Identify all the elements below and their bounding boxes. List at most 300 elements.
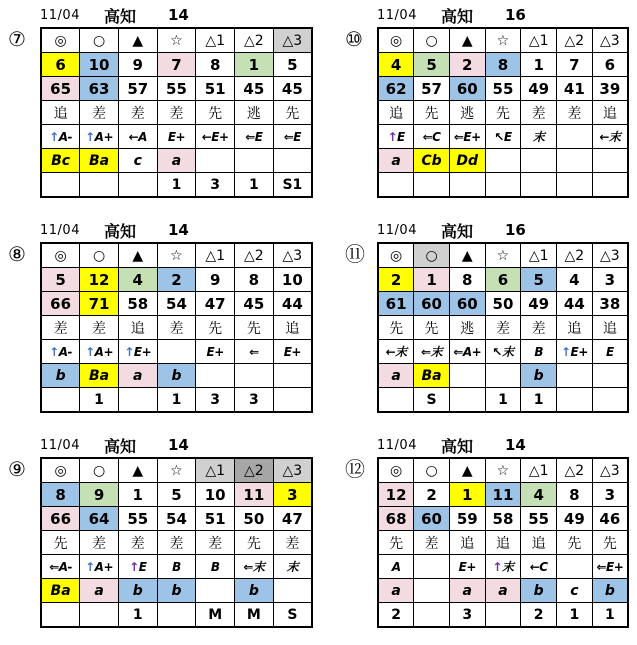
prediction-table (377, 457, 629, 628)
mark-cell: △1 (196, 243, 235, 268)
horse-number-cell: 5 (41, 268, 80, 292)
points-cell: 60 (414, 507, 450, 531)
table-number-badge: ⑨ (8, 457, 26, 481)
horse-number-cell: 8 (449, 268, 485, 292)
horse-number-cell: 3 (273, 483, 312, 507)
class-letter-cell: b (521, 579, 557, 603)
points-cell: 63 (80, 77, 119, 101)
count-cell (414, 603, 450, 628)
arrow-purple-icon: ↑ (129, 559, 139, 574)
run-style-cell: 先 (196, 316, 235, 340)
count-cell: 3 (196, 173, 235, 198)
horse-number-cell: 6 (485, 268, 521, 292)
race-header-race: 16 (504, 221, 526, 239)
horse-number-cell: 4 (118, 268, 157, 292)
points-cell: 44 (557, 292, 593, 316)
count-cell (378, 388, 414, 413)
table-row (378, 364, 628, 388)
count-cell (521, 173, 557, 198)
race-header-date: 11/04 (40, 7, 80, 23)
move-note-cell: ↖末 (485, 340, 521, 364)
run-style-cell: 差 (414, 531, 450, 555)
count-cell: 3 (196, 388, 235, 413)
run-style-cell: 逃 (449, 316, 485, 340)
race-table-block (8, 3, 313, 198)
move-note-cell: B (196, 555, 235, 579)
run-style-cell: 追 (449, 531, 485, 555)
horse-number-cell: 9 (80, 483, 119, 507)
points-cell: 55 (157, 77, 196, 101)
mark-cell: ○ (414, 243, 450, 268)
count-cell (557, 173, 593, 198)
table-row (378, 531, 628, 555)
table-row (378, 28, 628, 53)
table-row (41, 28, 312, 53)
count-cell (485, 603, 521, 628)
run-style-cell: 差 (41, 316, 80, 340)
count-cell: S (414, 388, 450, 413)
move-note-cell: E+ (196, 340, 235, 364)
table-row (378, 555, 628, 579)
run-style-cell: 追 (118, 316, 157, 340)
points-cell: 45 (235, 77, 274, 101)
points-cell: 66 (41, 292, 80, 316)
table-body-row (8, 457, 313, 628)
horse-number-cell: 1 (414, 268, 450, 292)
race-table-block (345, 3, 629, 198)
run-style-cell: 先 (414, 316, 450, 340)
count-cell (273, 388, 312, 413)
class-letter-cell (485, 149, 521, 173)
class-letter-cell: b (118, 579, 157, 603)
run-style-cell: 追 (557, 316, 593, 340)
count-cell: 1 (157, 173, 196, 198)
table-number-badge: ⑫ (345, 457, 365, 481)
points-cell: 54 (157, 507, 196, 531)
points-cell: 60 (449, 77, 485, 101)
table-row (41, 77, 312, 101)
run-style-cell: 差 (118, 531, 157, 555)
mark-cell: △2 (557, 458, 593, 483)
class-letter-cell: b (521, 364, 557, 388)
run-style-cell: 差 (118, 101, 157, 125)
count-cell (449, 388, 485, 413)
points-cell: 45 (273, 77, 312, 101)
horse-number-cell: 7 (557, 53, 593, 77)
run-style-cell: 先 (196, 101, 235, 125)
move-note-cell: ⇐E+ (592, 555, 628, 579)
move-note-cell: ⇐末 (414, 340, 450, 364)
move-note-cell (80, 125, 119, 149)
move-note-cell: 末 (521, 125, 557, 149)
run-style-cell: 先 (378, 316, 414, 340)
cell-text: E (397, 129, 405, 144)
race-header-venue: 高知 (103, 436, 136, 456)
count-cell (592, 173, 628, 198)
points-cell: 60 (414, 292, 450, 316)
mark-cell: ◎ (41, 458, 80, 483)
move-note-cell: ←末 (592, 125, 628, 149)
horse-number-cell: 1 (118, 483, 157, 507)
points-cell: 57 (118, 77, 157, 101)
race-header-race: 14 (504, 436, 526, 454)
count-cell (378, 173, 414, 198)
move-note-cell (414, 555, 450, 579)
count-cell (592, 388, 628, 413)
count-cell: 1 (592, 603, 628, 628)
class-letter-cell (414, 579, 450, 603)
move-note-cell: E+ (273, 340, 312, 364)
horse-number-cell: 5 (157, 483, 196, 507)
mark-cell: △1 (196, 28, 235, 53)
horse-number-cell: 6 (41, 53, 80, 77)
class-letter-cell (557, 149, 593, 173)
move-note-cell (157, 340, 196, 364)
horse-number-cell: 4 (521, 483, 557, 507)
table-row (378, 292, 628, 316)
class-letter-cell: Ba (80, 364, 119, 388)
move-note-cell (485, 555, 521, 579)
run-style-cell: 差 (521, 316, 557, 340)
table-row (378, 149, 628, 173)
table-number-badge: ⑩ (345, 27, 363, 51)
mark-cell: ▲ (449, 458, 485, 483)
count-cell: 3 (449, 603, 485, 628)
arrow-purple-icon: ↑ (387, 129, 398, 144)
class-letter-cell (592, 149, 628, 173)
move-note-cell (557, 555, 593, 579)
run-style-cell: 追 (273, 316, 312, 340)
class-letter-cell (235, 364, 274, 388)
horse-number-cell: 11 (485, 483, 521, 507)
count-cell: S1 (273, 173, 312, 198)
run-style-cell: 差 (80, 316, 119, 340)
count-cell (80, 603, 119, 628)
horse-number-cell: 3 (592, 268, 628, 292)
count-cell: 1 (485, 388, 521, 413)
mark-cell: ○ (80, 28, 119, 53)
table-row (41, 555, 312, 579)
class-letter-cell (273, 579, 312, 603)
points-cell: 46 (592, 507, 628, 531)
run-style-cell: 差 (157, 531, 196, 555)
class-letter-cell: a (80, 579, 119, 603)
count-cell: 1 (118, 603, 157, 628)
race-header (40, 3, 313, 27)
count-cell: 1 (157, 388, 196, 413)
table-row (41, 53, 312, 77)
move-note-cell: E (592, 340, 628, 364)
mark-cell: △1 (521, 243, 557, 268)
run-style-cell: 逃 (449, 101, 485, 125)
class-letter-cell: Ba (41, 579, 80, 603)
mark-cell: ☆ (157, 28, 196, 53)
class-letter-cell: a (449, 579, 485, 603)
horse-number-cell: 8 (41, 483, 80, 507)
mark-cell: ☆ (485, 28, 521, 53)
points-cell: 54 (157, 292, 196, 316)
move-note-cell: ⇐末 (235, 555, 274, 579)
run-style-cell: 先 (41, 531, 80, 555)
run-style-cell: 差 (521, 101, 557, 125)
mark-cell: ○ (80, 458, 119, 483)
race-header (377, 3, 629, 27)
horse-number-cell: 7 (157, 53, 196, 77)
count-cell (414, 173, 450, 198)
run-style-cell: 先 (235, 531, 274, 555)
move-note-cell: ←E+ (196, 125, 235, 149)
move-note-cell: ←A (118, 125, 157, 149)
horse-number-cell: 11 (235, 483, 274, 507)
points-cell: 38 (592, 292, 628, 316)
horse-number-cell: 8 (196, 53, 235, 77)
class-letter-cell: a (485, 579, 521, 603)
move-note-cell: ←C (521, 555, 557, 579)
mark-cell: ☆ (157, 243, 196, 268)
mark-cell: ○ (414, 458, 450, 483)
move-note-cell: ⇐E (235, 125, 274, 149)
move-note-cell: ⇐ (235, 340, 274, 364)
race-header-venue: 高知 (103, 6, 136, 26)
count-cell (118, 388, 157, 413)
move-note-cell (80, 340, 119, 364)
table-row (378, 340, 628, 364)
run-style-cell: 先 (592, 531, 628, 555)
points-cell: 64 (80, 507, 119, 531)
prediction-table (40, 242, 313, 413)
horse-number-cell: 9 (118, 53, 157, 77)
move-note-cell (118, 340, 157, 364)
mark-cell: ◎ (378, 28, 414, 53)
class-letter-cell: Ba (414, 364, 450, 388)
run-style-cell: 追 (485, 531, 521, 555)
arrow-blue-icon: ↑ (124, 344, 134, 359)
arrow-blue-icon: ↑ (85, 129, 95, 144)
points-cell: 71 (80, 292, 119, 316)
horse-number-cell: 1 (521, 53, 557, 77)
arrow-blue-icon: ↑ (49, 344, 59, 359)
count-cell: M (196, 603, 235, 628)
move-note-cell (557, 340, 593, 364)
table-row (41, 458, 312, 483)
class-letter-cell: a (118, 364, 157, 388)
points-cell: 62 (378, 77, 414, 101)
run-style-cell: 先 (414, 101, 450, 125)
mark-cell: ◎ (41, 28, 80, 53)
table-row (378, 101, 628, 125)
horse-number-cell: 2 (157, 268, 196, 292)
table-row (378, 77, 628, 101)
table-row (41, 125, 312, 149)
cell-text: A+ (94, 559, 113, 574)
class-letter-cell: a (378, 579, 414, 603)
class-letter-cell: a (378, 149, 414, 173)
table-row (378, 507, 628, 531)
count-cell (157, 603, 196, 628)
horse-number-cell: 4 (557, 268, 593, 292)
class-letter-cell: a (157, 149, 196, 173)
table-row (378, 173, 628, 198)
mark-cell: △3 (592, 458, 628, 483)
table-body-row (8, 27, 313, 198)
mark-cell: △3 (592, 243, 628, 268)
horse-number-cell: 8 (235, 268, 274, 292)
class-letter-cell: Ba (80, 149, 119, 173)
count-cell (485, 173, 521, 198)
table-row (378, 458, 628, 483)
cell-text: E+ (570, 344, 588, 359)
mark-cell: △3 (592, 28, 628, 53)
prediction-table (40, 27, 313, 198)
count-cell (41, 603, 80, 628)
race-header (377, 218, 629, 242)
class-letter-cell: b (41, 364, 80, 388)
mark-cell: ◎ (41, 243, 80, 268)
horse-number-cell: 2 (378, 268, 414, 292)
class-letter-cell: c (118, 149, 157, 173)
move-note-cell (118, 555, 157, 579)
run-style-cell: 差 (157, 316, 196, 340)
points-cell: 58 (485, 507, 521, 531)
mark-cell: △2 (557, 243, 593, 268)
run-style-cell: 逃 (235, 101, 274, 125)
class-letter-cell: a (378, 364, 414, 388)
horse-number-cell: 1 (235, 53, 274, 77)
horse-number-cell: 10 (273, 268, 312, 292)
run-style-cell: 差 (273, 531, 312, 555)
arrow-blue-icon: ↑ (85, 344, 95, 359)
mark-cell: △2 (235, 28, 274, 53)
points-cell: 59 (449, 507, 485, 531)
horse-number-cell: 5 (414, 53, 450, 77)
mark-cell: ◎ (378, 243, 414, 268)
cell-text: 末 (501, 560, 514, 574)
mark-cell: △3 (273, 243, 312, 268)
mark-cell: ▲ (118, 458, 157, 483)
points-cell: 50 (485, 292, 521, 316)
mark-cell: ☆ (485, 243, 521, 268)
table-row (41, 243, 312, 268)
prediction-table (377, 27, 629, 198)
points-cell: 47 (273, 507, 312, 531)
count-cell: S (273, 603, 312, 628)
move-note-cell: B (521, 340, 557, 364)
cell-text: E+ (133, 344, 152, 359)
race-header-race: 14 (167, 6, 189, 24)
mark-cell: ▲ (118, 243, 157, 268)
table-body-row (345, 457, 629, 628)
table-row (41, 316, 312, 340)
run-style-cell: 先 (378, 531, 414, 555)
class-letter-cell: c (557, 579, 593, 603)
race-table-block (345, 218, 629, 413)
race-header-race: 16 (504, 6, 526, 24)
run-style-cell: 差 (196, 531, 235, 555)
table-row (41, 292, 312, 316)
class-letter-cell: b (592, 579, 628, 603)
mark-cell: △2 (235, 243, 274, 268)
run-style-cell: 先 (485, 101, 521, 125)
move-note-cell: ⇐C (414, 125, 450, 149)
count-cell: 2 (521, 603, 557, 628)
table-row (41, 603, 312, 628)
points-cell: 51 (196, 507, 235, 531)
points-cell: 60 (449, 292, 485, 316)
move-note-cell: ⇐A+ (449, 340, 485, 364)
race-header-date: 11/04 (377, 7, 417, 23)
table-row (378, 388, 628, 413)
run-style-cell: 追 (592, 316, 628, 340)
table-row (378, 243, 628, 268)
horse-number-cell: 6 (592, 53, 628, 77)
count-cell: M (235, 603, 274, 628)
count-cell: 1 (557, 603, 593, 628)
count-cell: 1 (235, 173, 274, 198)
class-letter-cell (485, 364, 521, 388)
points-cell: 47 (196, 292, 235, 316)
cell-text: E (138, 559, 147, 574)
mark-cell: ▲ (449, 28, 485, 53)
race-header-venue: 高知 (440, 6, 473, 26)
race-header-date: 11/04 (377, 222, 417, 238)
points-cell: 49 (521, 77, 557, 101)
table-row (41, 268, 312, 292)
horse-number-cell: 12 (378, 483, 414, 507)
horse-number-cell: 3 (592, 483, 628, 507)
race-header-race: 14 (167, 221, 189, 239)
race-header-venue: 高知 (103, 221, 136, 241)
table-row (378, 53, 628, 77)
race-header (377, 433, 629, 457)
table-row (41, 507, 312, 531)
points-cell: 55 (118, 507, 157, 531)
prediction-table (377, 242, 629, 413)
points-cell: 49 (521, 292, 557, 316)
class-letter-cell: b (235, 579, 274, 603)
table-number-badge: ⑧ (8, 242, 26, 266)
class-letter-cell (235, 149, 274, 173)
move-note-cell: 末 (273, 555, 312, 579)
mark-cell: △1 (196, 458, 235, 483)
race-table-block (345, 433, 629, 628)
count-cell: 3 (235, 388, 274, 413)
class-letter-cell (521, 149, 557, 173)
race-header-date: 11/04 (377, 437, 417, 453)
points-cell: 44 (273, 292, 312, 316)
table-number-badge: ⑦ (8, 27, 26, 51)
mark-cell: △1 (521, 28, 557, 53)
class-letter-cell: b (157, 579, 196, 603)
race-header (40, 218, 313, 242)
move-note-cell: ⇐A- (41, 555, 80, 579)
horse-number-cell: 12 (80, 268, 119, 292)
cell-text: A- (58, 129, 73, 144)
points-cell: 57 (414, 77, 450, 101)
table-row (41, 149, 312, 173)
table-row (378, 268, 628, 292)
table-row (41, 364, 312, 388)
table-row (41, 173, 312, 198)
move-note-cell: ⇐E (273, 125, 312, 149)
mark-cell: ▲ (118, 28, 157, 53)
run-style-cell: 先 (235, 316, 274, 340)
race-table-block (8, 218, 313, 413)
run-style-cell: 先 (557, 531, 593, 555)
move-note-cell: E+ (157, 125, 196, 149)
mark-cell: ○ (414, 28, 450, 53)
horse-number-cell: 8 (557, 483, 593, 507)
points-cell: 50 (235, 507, 274, 531)
